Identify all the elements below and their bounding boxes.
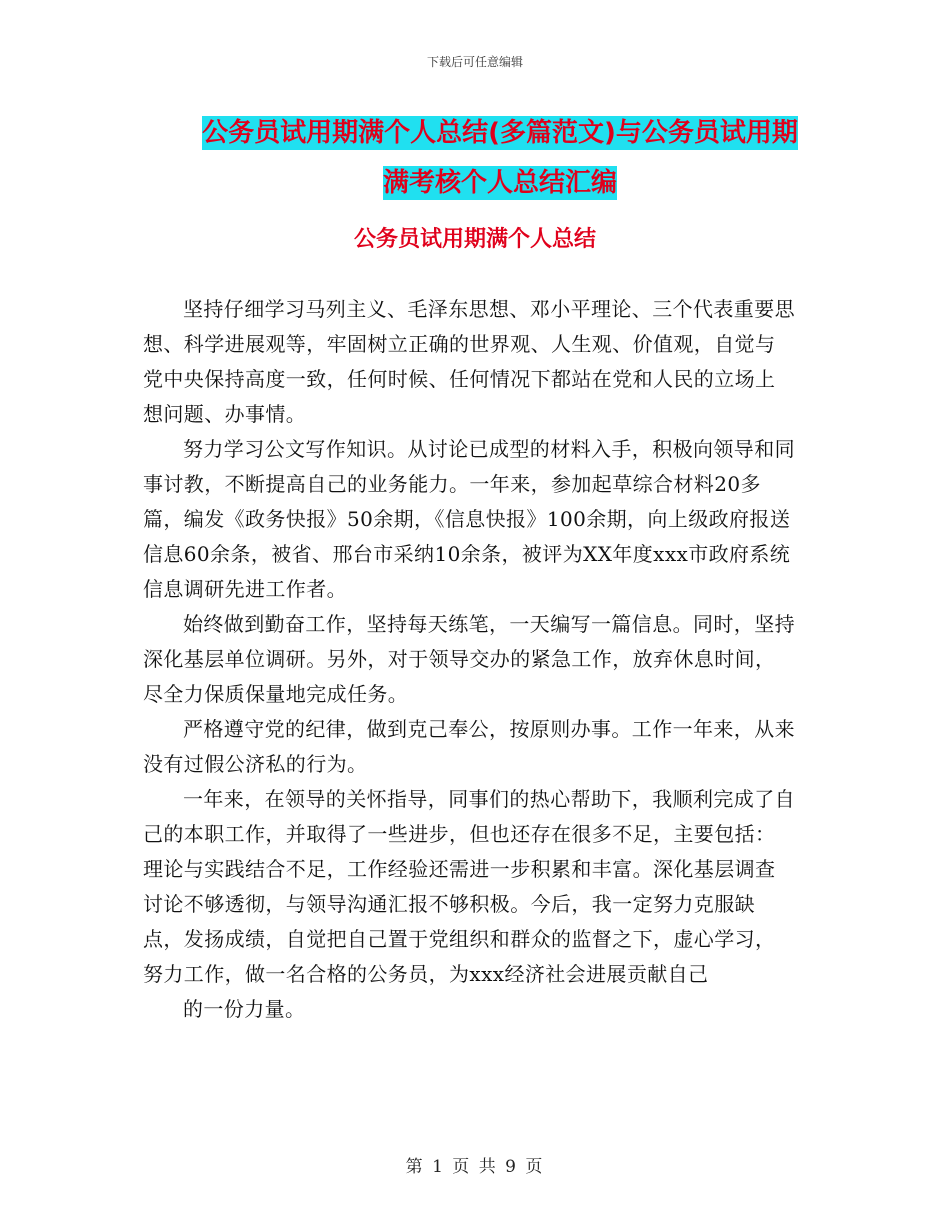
section-title: 公务员试用期满个人总结 xyxy=(353,227,596,252)
paragraph: 一年来，在领导的关怀指导，同事们的热心帮助下，我顺利完成了自己的本职工作，并取得了一些进步，但也还存在很多不足，主要包括：理论与实践结合不足，工作经验还需进一步积累和丰富。深化基层调查讨论不够透彻，与领导沟通汇报不够积极。今后，我一定努力克服缺点，发扬成绩，自觉把自己置于党组织和群众的监督之下，虚心学习，努力工作，做一名合格的公务员，为xxx经济社会进展贡献自己 xyxy=(143,787,795,986)
paragraph: 努力学习公文写作知识。从讨论已成型的材料入手，积极向领导和同事讨教，不断提高自己的业务能力。一年来，参加起草综合材料20多篇，编发《政务快报》50余期，《信息快报》100余期，向上级政府报送信息60余条，被省、邢台市采纳10余条，被评为XX年度xxx市政府系统信息调研先进工作者。 xyxy=(143,437,795,601)
body-text xyxy=(143,292,795,1027)
paragraph: 的一份力量。 xyxy=(183,997,306,1021)
page-footer: 第 1 页 共 9 页 xyxy=(405,1157,545,1177)
document-title xyxy=(120,108,880,208)
paragraph: 始终做到勤奋工作，坚持每天练笔，一天编写一篇信息。同时，坚持深化基层单位调研。另外，对于领导交办的紧急工作，放弃休息时间，尽全力保质保量地完成任务。 xyxy=(143,612,795,706)
paragraph: 严格遵守党的纪律，做到克己奉公，按原则办事。工作一年来，从来没有过假公济私的行为。 xyxy=(143,717,795,776)
title-line-2: 满考核个人总结汇编 xyxy=(382,168,617,198)
paragraph: 坚持仔细学习马列主义、毛泽东思想、邓小平理论、三个代表重要思想、科学进展观等，牢固树立正确的世界观、人生观、价值观，自觉与党中央保持高度一致，任何时候、任何情况下都站在党和人民的立场上想问题、办事情。 xyxy=(143,297,795,426)
header-note: 下载后可任意编辑 xyxy=(426,55,523,69)
title-line-1: 公务员试用期满个人总结(多篇范文)与公务员试用期 xyxy=(202,118,798,148)
